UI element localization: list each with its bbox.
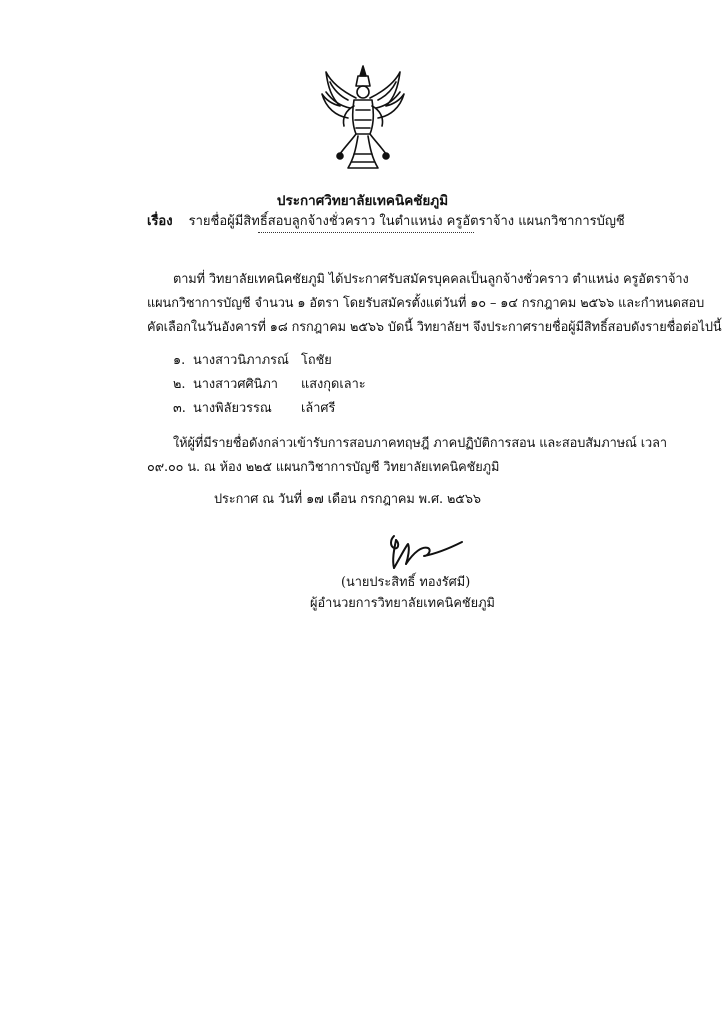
paragraph-1-line-1: ตามที่ วิทยาลัยเทคนิคชัยภูมิ ได้ประกาศรับสมัครบุคคลเป็นลูกจ้างชั่วคราว ตำแหน่ง ครูอัตราจ้าง	[173, 272, 689, 287]
candidate-item	[173, 397, 335, 418]
candidate-number: ๒.	[173, 377, 186, 392]
signatory-name: (นายประสิทธิ์ ทองรัศมี)	[341, 575, 471, 590]
garuda-emblem	[318, 62, 408, 174]
candidate-last-name: เล้าศรี	[301, 401, 336, 416]
candidate-item	[173, 373, 366, 394]
candidate-number: ๑.	[173, 353, 186, 368]
announcement-date: ประกาศ ณ วันที่ ๑๗ เดือน กรกฎาคม พ.ศ. ๒๕๖๖	[214, 492, 481, 507]
candidate-first-name: นางสาวนิภาภรณ์	[193, 353, 289, 368]
candidate-first-name: นางสาวศศินิภา	[193, 377, 278, 392]
paragraph-1-line-3: คัดเลือกในวันอังคารที่ ๑๘ กรกฎาคม ๒๕๖๖ บัดนี้ วิทยาลัยฯ จึงประกาศรายชื่อผู้มีสิทธิ์สอบดังรายชื่อต่อไปนี้	[147, 320, 722, 335]
announcement-title: ประกาศวิทยาลัยเทคนิคชัยภูมิ	[276, 193, 449, 209]
subject-label: เรื่อง	[147, 214, 173, 229]
subject-text: รายชื่อผู้มีสิทธิ์สอบลูกจ้างชั่วคราว ในตำแหน่ง ครูอัตราจ้าง แผนกวิชาการบัญชี	[188, 214, 625, 229]
paragraph-1-line-2: แผนกวิชาการบัญชี จำนวน ๑ อัตรา โดยรับสมัครตั้งแต่วันที่ ๑๐ – ๑๔ กรกฎาคม ๒๕๖๖ และกำหนดสอบ	[147, 296, 705, 311]
candidate-number: ๓.	[173, 401, 186, 416]
signatory-position: ผู้อำนวยการวิทยาลัยเทคนิคชัยภูมิ	[310, 596, 495, 611]
candidate-last-name: โถชัย	[301, 353, 332, 368]
paragraph-2-line-1: ให้ผู้ที่มีรายชื่อดังกล่าวเข้ารับการสอบภาคทฤษฎี ภาคปฏิบัติการสอน และสอบสัมภาษณ์ เวลา	[173, 436, 667, 451]
subject-line	[147, 210, 625, 231]
candidate-item	[173, 349, 332, 370]
candidate-first-name: นางพิลัยวรรณ	[193, 401, 272, 416]
director-signature	[384, 524, 470, 572]
dotted-divider	[258, 232, 474, 233]
candidate-last-name: แสงกุดเลาะ	[301, 377, 366, 392]
paragraph-2-line-2: ๐๙.๐๐ น. ณ ห้อง ๒๒๕ แผนกวิชาการบัญชี วิทยาลัยเทคนิคชัยภูมิ	[147, 460, 500, 475]
